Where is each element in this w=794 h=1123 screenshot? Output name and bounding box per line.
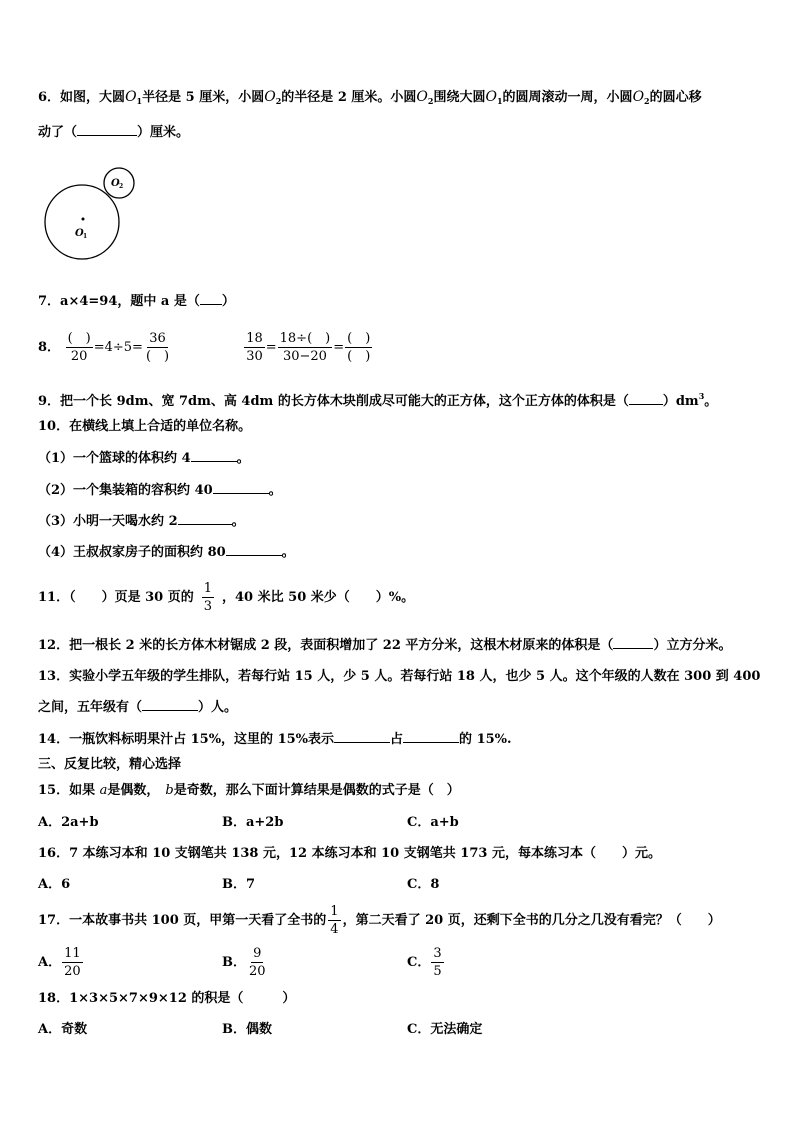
fraction: $\frac{( )}{( )}$	[347, 331, 371, 364]
q13-line1: 13．实验小学五年级的学生排队，若每行站 15 人，少 5 人。若每行站 18 人，也少 5 人。这个年级的人数在 300 到 400	[38, 669, 761, 684]
big-circle	[45, 185, 119, 259]
answer-blank[interactable]	[613, 648, 653, 649]
big-circle-label: O	[75, 228, 84, 239]
q17-option-a[interactable]: A． $\frac{11}{20}$	[38, 946, 81, 979]
q14: 14．一瓶饮料标明果汁占 15%，这里的 15%表示 占 的 15%.	[38, 732, 512, 747]
q17-option-b[interactable]: B． $\frac{9}{20}$	[222, 946, 266, 979]
circles-figure	[40, 164, 140, 264]
small-circle-label-sub: 2	[119, 183, 124, 190]
q16: 16．7 本练习本和 10 支钢笔共 138 元，12 本练习本和 10 支钢笔共 173 元，每本练习本（ ）元。	[38, 846, 661, 861]
q18-option-b[interactable]: B．偶数	[222, 1022, 272, 1037]
q13-line2: 之间，五年级有（ ）人。	[38, 700, 238, 715]
answer-blank[interactable]	[200, 304, 222, 305]
section-heading: 三、反复比较，精心选择	[38, 757, 182, 772]
fraction: $\frac{11}{20}$	[64, 946, 81, 979]
q18: 18．1×3×5×7×9×12 的积是（ ）	[38, 991, 296, 1006]
q15-option-b[interactable]: B．a+2b	[222, 815, 284, 830]
q18-option-a[interactable]: A．奇数	[38, 1022, 88, 1037]
q6-line1: 6．如图，大圆$O_1$半径是 5 厘米，小圆$O_2$的半径是 2 厘米。小圆$O_2$围绕大圆$O_1$的圆周滚动一周，小圆$O_2$的圆心移	[38, 89, 702, 106]
q16-option-b[interactable]: B．7	[222, 877, 256, 892]
q12: 12．把一根长 2 米的长方体木材锯成 2 段，表面积增加了 22 平方分米，这根木材原来的体积是（ ）立方分米。	[38, 638, 732, 653]
answer-blank[interactable]	[213, 493, 269, 494]
answer-blank[interactable]	[334, 742, 390, 743]
q10-item-3: （3）小明一天喝水约 2 。	[38, 514, 245, 529]
q17-option-c[interactable]: C． $\frac{3}{5}$	[407, 946, 442, 979]
q10-item-4: （4）王叔叔家房子的面积约 80 。	[38, 545, 295, 560]
q17: 17．一本故事书共 100 页，甲第一天看了全书的 $\frac{1}{4}$ ，第二天看了 20 页，还剩下全书的几分之几没有看完？（ ）	[38, 904, 721, 937]
fraction: $\frac{1}{3}$	[203, 581, 213, 614]
q15-option-a[interactable]: A．2a+b	[38, 815, 99, 830]
fraction: $\frac{36}{( )}$	[145, 331, 170, 364]
q10-item-2: （2）一个集装箱的容积约 40 。	[38, 483, 282, 498]
q8: 8． $\frac{( )}{20}$ =4÷5= $\frac{36}{( )}$ $\frac{18}{30}$ = $\frac{18\div( )}{30-20}$ = $\frac{( )}{( )}$	[38, 331, 371, 364]
fraction: $\frac{3}{5}$	[433, 946, 442, 979]
q9: 9．把一个长 9dm、宽 7dm、高 4dm 的长方体木块削成尽可能大的正方体，这个正方体的体积是（ ）$dm^3$。	[38, 391, 718, 409]
fraction: $\frac{18}{30}$	[246, 331, 263, 364]
answer-blank[interactable]	[77, 135, 137, 136]
answer-blank[interactable]	[403, 742, 459, 743]
q16-option-c[interactable]: C．8	[407, 877, 440, 892]
answer-blank[interactable]	[178, 524, 232, 525]
answer-blank[interactable]	[629, 404, 663, 405]
big-center-dot	[82, 218, 85, 221]
q11: 11．（ ）页是 30 页的 $\frac{1}{3}$ ，40 米比 50 米少（ ）%。	[38, 581, 415, 614]
small-circle-label: O	[111, 178, 120, 189]
q16-option-a[interactable]: A．6	[38, 877, 71, 892]
fraction: $\frac{1}{4}$	[330, 904, 339, 937]
fraction: $\frac{( )}{20}$	[67, 331, 91, 364]
q10-item-1: （1）一个篮球的体积约 4 。	[38, 451, 250, 466]
q7: 7．a×4=94，题中 a 是（ ）	[38, 294, 235, 309]
answer-blank[interactable]	[142, 710, 198, 711]
q15-option-c[interactable]: C．a+b	[407, 815, 459, 830]
big-circle-label-sub: 1	[83, 233, 88, 240]
q15: 15．如果 a是偶数， b是奇数，那么下面计算结果是偶数的式子是（ ）	[38, 783, 460, 798]
fraction: $\frac{18\div( )}{30-20}$	[279, 331, 331, 364]
answer-blank[interactable]	[191, 461, 237, 462]
q6-line2: 动了（ ）厘米。	[38, 125, 190, 140]
q18-option-c[interactable]: C．无法确定	[407, 1022, 483, 1037]
answer-blank[interactable]	[226, 555, 282, 556]
fraction: $\frac{9}{20}$	[249, 946, 266, 979]
q10-title: 10．在横线上填上合适的单位名称。	[38, 419, 252, 434]
